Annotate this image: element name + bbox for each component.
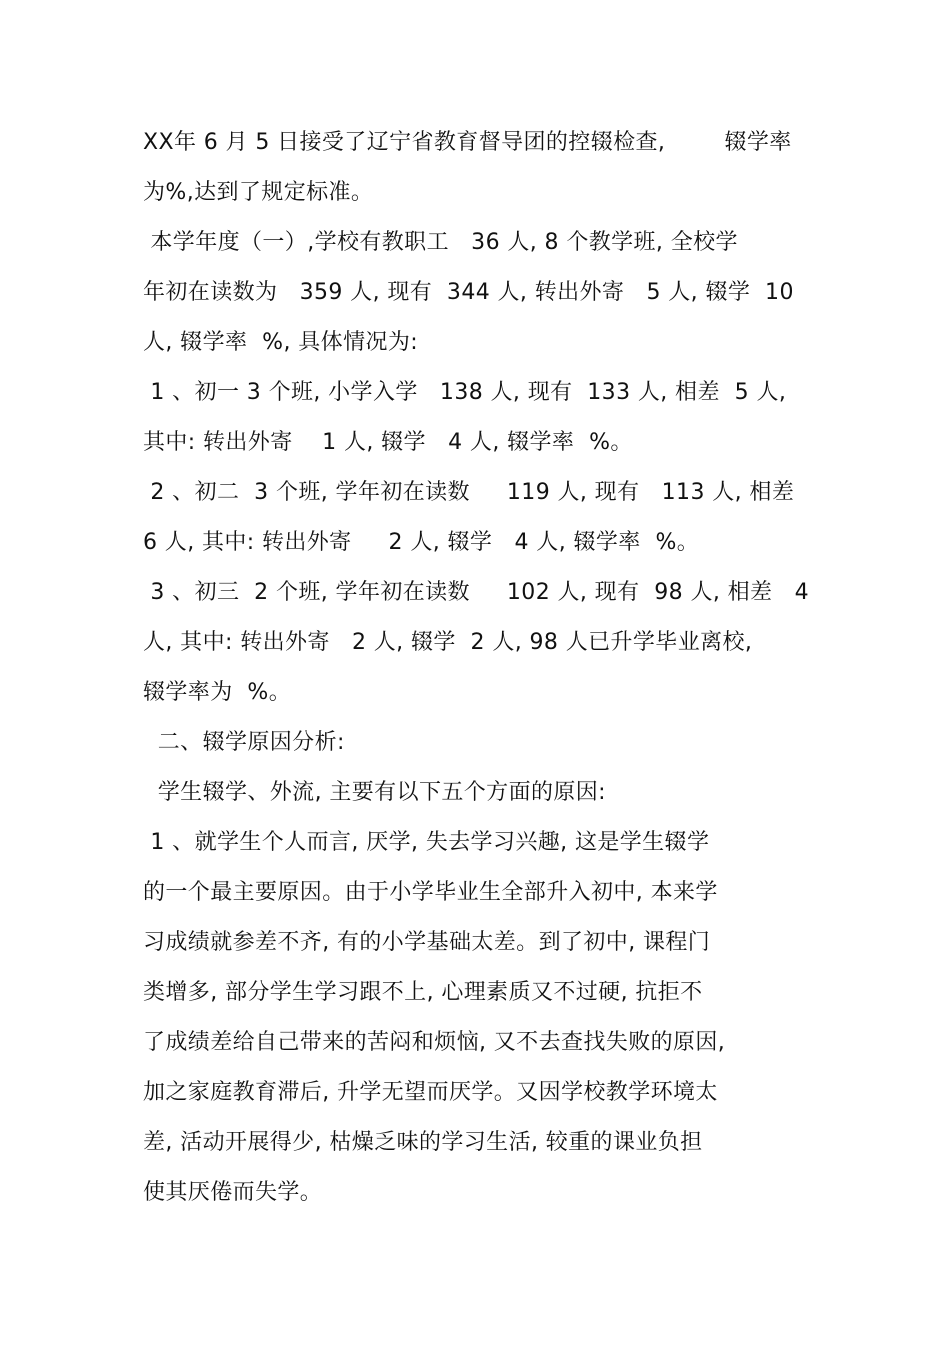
text-line: 其中: 转出外寄 1 人, 辍学 4 人, 辍学率 %。 (143, 430, 633, 455)
text-line: 1 、初一 3 个班, 小学入学 138 人, 现有 133 人, 相差 5 人, (143, 380, 787, 405)
text-line: 2 、初二 3 个班, 学年初在读数 119 人, 现有 113 人, 相差 (143, 480, 795, 505)
text-line: 差, 活动开展得少, 枯燥乏味的学习生活, 较重的课业负担 (143, 1130, 703, 1155)
section-heading: 二、辍学原因分析: (143, 730, 345, 755)
text-line: 人, 其中: 转出外寄 2 人, 辍学 2 人, 98 人已升学毕业离校, (143, 630, 753, 655)
text-line: 辍学率为 %。 (143, 680, 292, 705)
text-line: 3 、初三 2 个班, 学年初在读数 102 人, 现有 98 人, 相差 4 (143, 580, 810, 605)
text-line: 年初在读数为 359 人, 现有 344 人, 转出外寄 5 人, 辍学 10 (143, 280, 794, 305)
text-line: 1 、就学生个人而言, 厌学, 失去学习兴趣, 这是学生辍学 (143, 830, 710, 855)
text-line: 使其厌倦而失学。 (143, 1180, 323, 1205)
text-line: XX年 6 月 5 日接受了辽宁省教育督导团的控辍检查, 辍学率 (143, 130, 792, 155)
text-line: 加之家庭教育滞后, 升学无望而厌学。又因学校教学环境太 (143, 1080, 718, 1105)
text-line: 本学年度（一）,学校有教职工 36 人, 8 个教学班, 全校学 (143, 230, 738, 255)
text-line: 6 人, 其中: 转出外寄 2 人, 辍学 4 人, 辍学率 %。 (143, 530, 700, 555)
text-line: 类增多, 部分学生学习跟不上, 心理素质又不过硬, 抗拒不 (143, 980, 703, 1005)
text-line: 为%,达到了规定标准。 (143, 180, 374, 205)
text-line: 习成绩就参差不齐, 有的小学基础太差。到了初中, 课程门 (143, 930, 711, 955)
text-line: 学生辍学、外流, 主要有以下五个方面的原因: (143, 780, 606, 805)
text-line: 了成绩差给自己带来的苦闷和烦恼, 又不去查找失败的原因, (143, 1030, 726, 1055)
text-line: 的一个最主要原因。由于小学毕业生全部升入初中, 本来学 (143, 880, 718, 905)
text-line: 人, 辍学率 %, 具体情况为: (143, 330, 419, 355)
